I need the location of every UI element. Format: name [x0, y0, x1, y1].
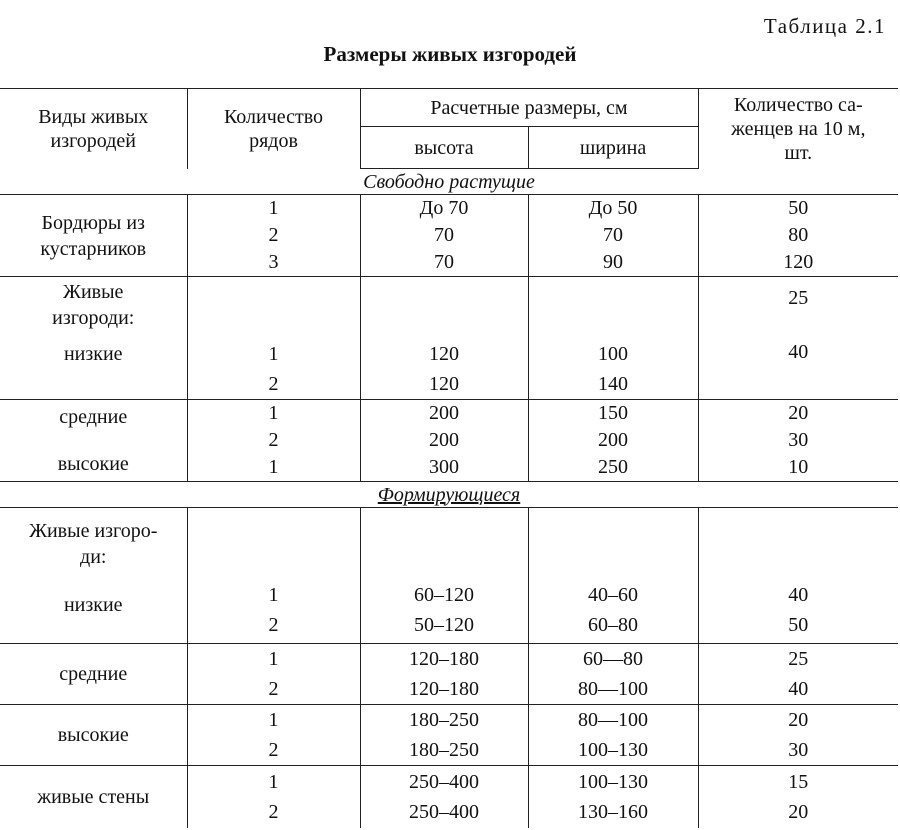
- row-name: живые стены: [0, 766, 187, 828]
- table-row-formed-high: высокие 1 2 180–250 180–250 80—100 100–130 20 30: [0, 705, 898, 766]
- row-name: высокие: [0, 705, 187, 766]
- header-height: высота: [360, 127, 528, 169]
- table-title: Размеры живых изгородей: [323, 42, 577, 66]
- header-rows: Количество рядов: [187, 89, 360, 169]
- section-free-growing: Свободно растущие: [0, 169, 898, 195]
- row-name: средние высокие: [0, 400, 187, 482]
- hedge-sizes-table: [0, 88, 898, 828]
- header-sizes: Расчетные размеры, см: [360, 89, 698, 127]
- table-row-formed-low: Живые изгоро- ди: низкие 1 2 60–120 50–120 40–60 60–80 40 50: [0, 508, 898, 644]
- table-number: Таблица 2.1: [763, 14, 886, 38]
- header-type: Виды живых изгородей: [0, 89, 187, 169]
- table-row-formed-walls: живые стены 1 2 250–400 250–400 100–130 130–160 15 20: [0, 766, 898, 828]
- table-row-borders: Бордюры из кустарников 1 2 3 До 70 70 70 До 50 70 90 50 80 120: [0, 195, 898, 277]
- header-width: ширина: [528, 127, 698, 169]
- table-row-formed-medium: средние 1 2 120–180 120–180 60—80 80—100 25 40: [0, 644, 898, 705]
- header-plants: Количество са- женцев на 10 м, шт.: [698, 89, 898, 169]
- row-name: Живые изгороди: низкие: [0, 277, 187, 400]
- row-name: Бордюры из кустарников: [0, 195, 187, 277]
- section-formed: Формирующиеся: [0, 482, 898, 508]
- row-name: Живые изгоро- ди: низкие: [0, 508, 187, 644]
- table-row-medium-high: средние высокие 1 2 1 200 200 300 150 200 250 20 30 10: [0, 400, 898, 482]
- row-name: средние: [0, 644, 187, 705]
- table-row-hedges-low: Живые изгороди: низкие 1 2 120 120 100 140 25 40: [0, 277, 898, 400]
